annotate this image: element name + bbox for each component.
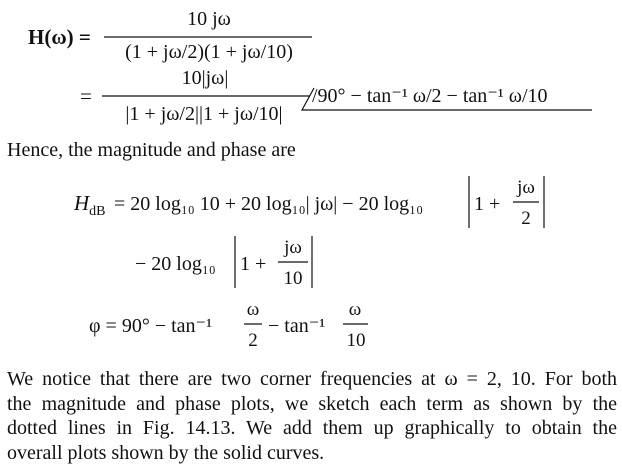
fraction-numerator: jω: [284, 237, 302, 258]
transfer-function-numerator: 10 jω: [187, 8, 231, 30]
one-plus: 1 +: [240, 253, 267, 275]
transfer-function-lhs: H(ω) =: [28, 25, 91, 49]
fraction-denominator: 2: [521, 208, 531, 229]
paragraph-line: the magnitude and phase plots, we sketch each term as shown by the: [7, 392, 617, 415]
fraction-numerator: jω: [517, 177, 535, 198]
transfer-function-denominator: (1 + jω/2)(1 + jω/10): [125, 41, 293, 63]
phase-equation: [89, 299, 368, 351]
magnitude-denominator: |1 + jω/2||1 + jω/10|: [125, 103, 283, 125]
equals-sign: =: [80, 84, 92, 108]
fraction-numerator: ω: [246, 299, 260, 320]
intro-sentence: Hence, the magnitude and phase are: [7, 139, 296, 161]
phase-angle-expression: /90° − tan⁻¹ ω/2 − tan⁻¹ ω/10: [312, 85, 548, 107]
minus-arctan: − tan⁻¹: [268, 315, 326, 337]
explanation-paragraph: [7, 367, 617, 465]
fraction-numerator: ω: [348, 299, 362, 320]
magnitude-db-equation: [73, 176, 544, 289]
hdb-terms: = 20 log₁₀ 10 + 20 log₁₀| jω| − 20 log₁₀: [114, 193, 424, 215]
paragraph-line: dotted lines in Fig. 14.13. We add them up graphically to obtain the: [7, 417, 617, 439]
one-plus: 1 +: [474, 193, 501, 215]
hdb-second-line: − 20 log₁₀: [135, 253, 216, 275]
hdb-symbol: $H_{dB}$: [74, 191, 106, 219]
paragraph-line: We notice that there are two corner frequencies at ω = 2, 10. For both: [7, 368, 617, 390]
fraction-denominator: 10: [283, 268, 303, 289]
fraction-denominator: 10: [346, 330, 366, 351]
phase-lhs: φ = 90° − tan⁻¹: [89, 315, 213, 337]
magnitude-numerator: 10|jω|: [181, 67, 229, 89]
paragraph-line: overall plots shown by the solid curves.: [7, 441, 325, 464]
fraction-denominator: 2: [248, 330, 258, 351]
transfer-function-equation: [28, 8, 592, 125]
